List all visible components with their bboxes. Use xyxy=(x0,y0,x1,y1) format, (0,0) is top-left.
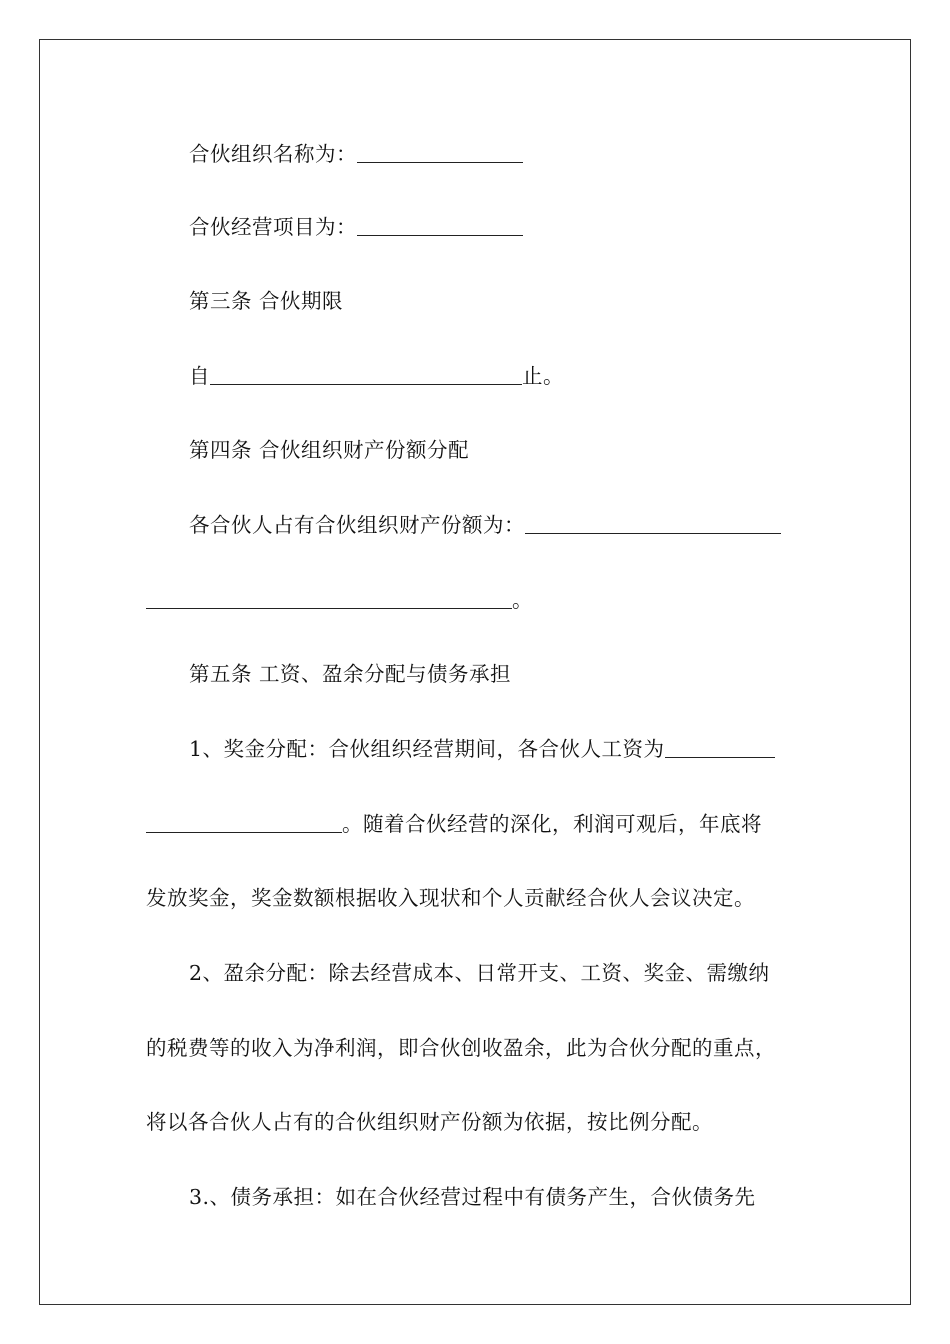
term-suffix: 止。 xyxy=(522,364,564,388)
partnership-name-line xyxy=(189,140,523,168)
wage-blank-1 xyxy=(665,737,775,758)
share-continuation-line xyxy=(146,586,533,614)
business-scope-line xyxy=(189,213,523,241)
term-blank xyxy=(210,364,522,385)
bonus-text-2: 。随着合伙经营的深化，利润可观后，年底将 xyxy=(342,812,762,836)
business-scope-blank xyxy=(357,215,523,236)
bonus-line-3: 发放奖金，奖金数额根据收入现状和个人贡献经合伙人会议决定。 xyxy=(146,886,755,910)
share-blank-1 xyxy=(525,513,781,534)
surplus-line-2: 的税费等的收入为净利润，即合伙创收盈余，此为合伙分配的重点， xyxy=(146,1036,776,1060)
article-3-heading: 第三条 合伙期限 xyxy=(189,289,344,313)
term-prefix: 自 xyxy=(189,364,210,388)
bonus-text-1: 1、奖金分配：合伙组织经营期间，各合伙人工资为 xyxy=(189,737,665,761)
debt-line-1: 3.、债务承担：如在合伙经营过程中有债务产生，合伙债务先 xyxy=(189,1185,756,1209)
partnership-name-label: 合伙组织名称为： xyxy=(189,142,357,166)
wage-blank-2 xyxy=(146,812,342,833)
article-4-heading: 第四条 合伙组织财产份额分配 xyxy=(189,438,470,462)
bonus-line-1 xyxy=(189,735,775,763)
article-5-heading: 第五条 工资、盈余分配与债务承担 xyxy=(189,662,512,686)
share-blank-2 xyxy=(146,588,512,609)
term-line xyxy=(189,362,564,390)
bonus-line-2 xyxy=(146,810,762,838)
partnership-name-blank xyxy=(357,142,523,163)
share-label: 各合伙人占有合伙组织财产份额为： xyxy=(189,513,525,537)
share-line xyxy=(189,511,781,539)
surplus-line-3: 将以各合伙人占有的合伙组织财产份额为依据，按比例分配。 xyxy=(146,1110,713,1134)
surplus-line-1: 2、盈余分配：除去经营成本、日常开支、工资、奖金、需缴纳 xyxy=(189,961,770,985)
share-end: 。 xyxy=(512,588,533,612)
business-scope-label: 合伙经营项目为： xyxy=(189,215,357,239)
